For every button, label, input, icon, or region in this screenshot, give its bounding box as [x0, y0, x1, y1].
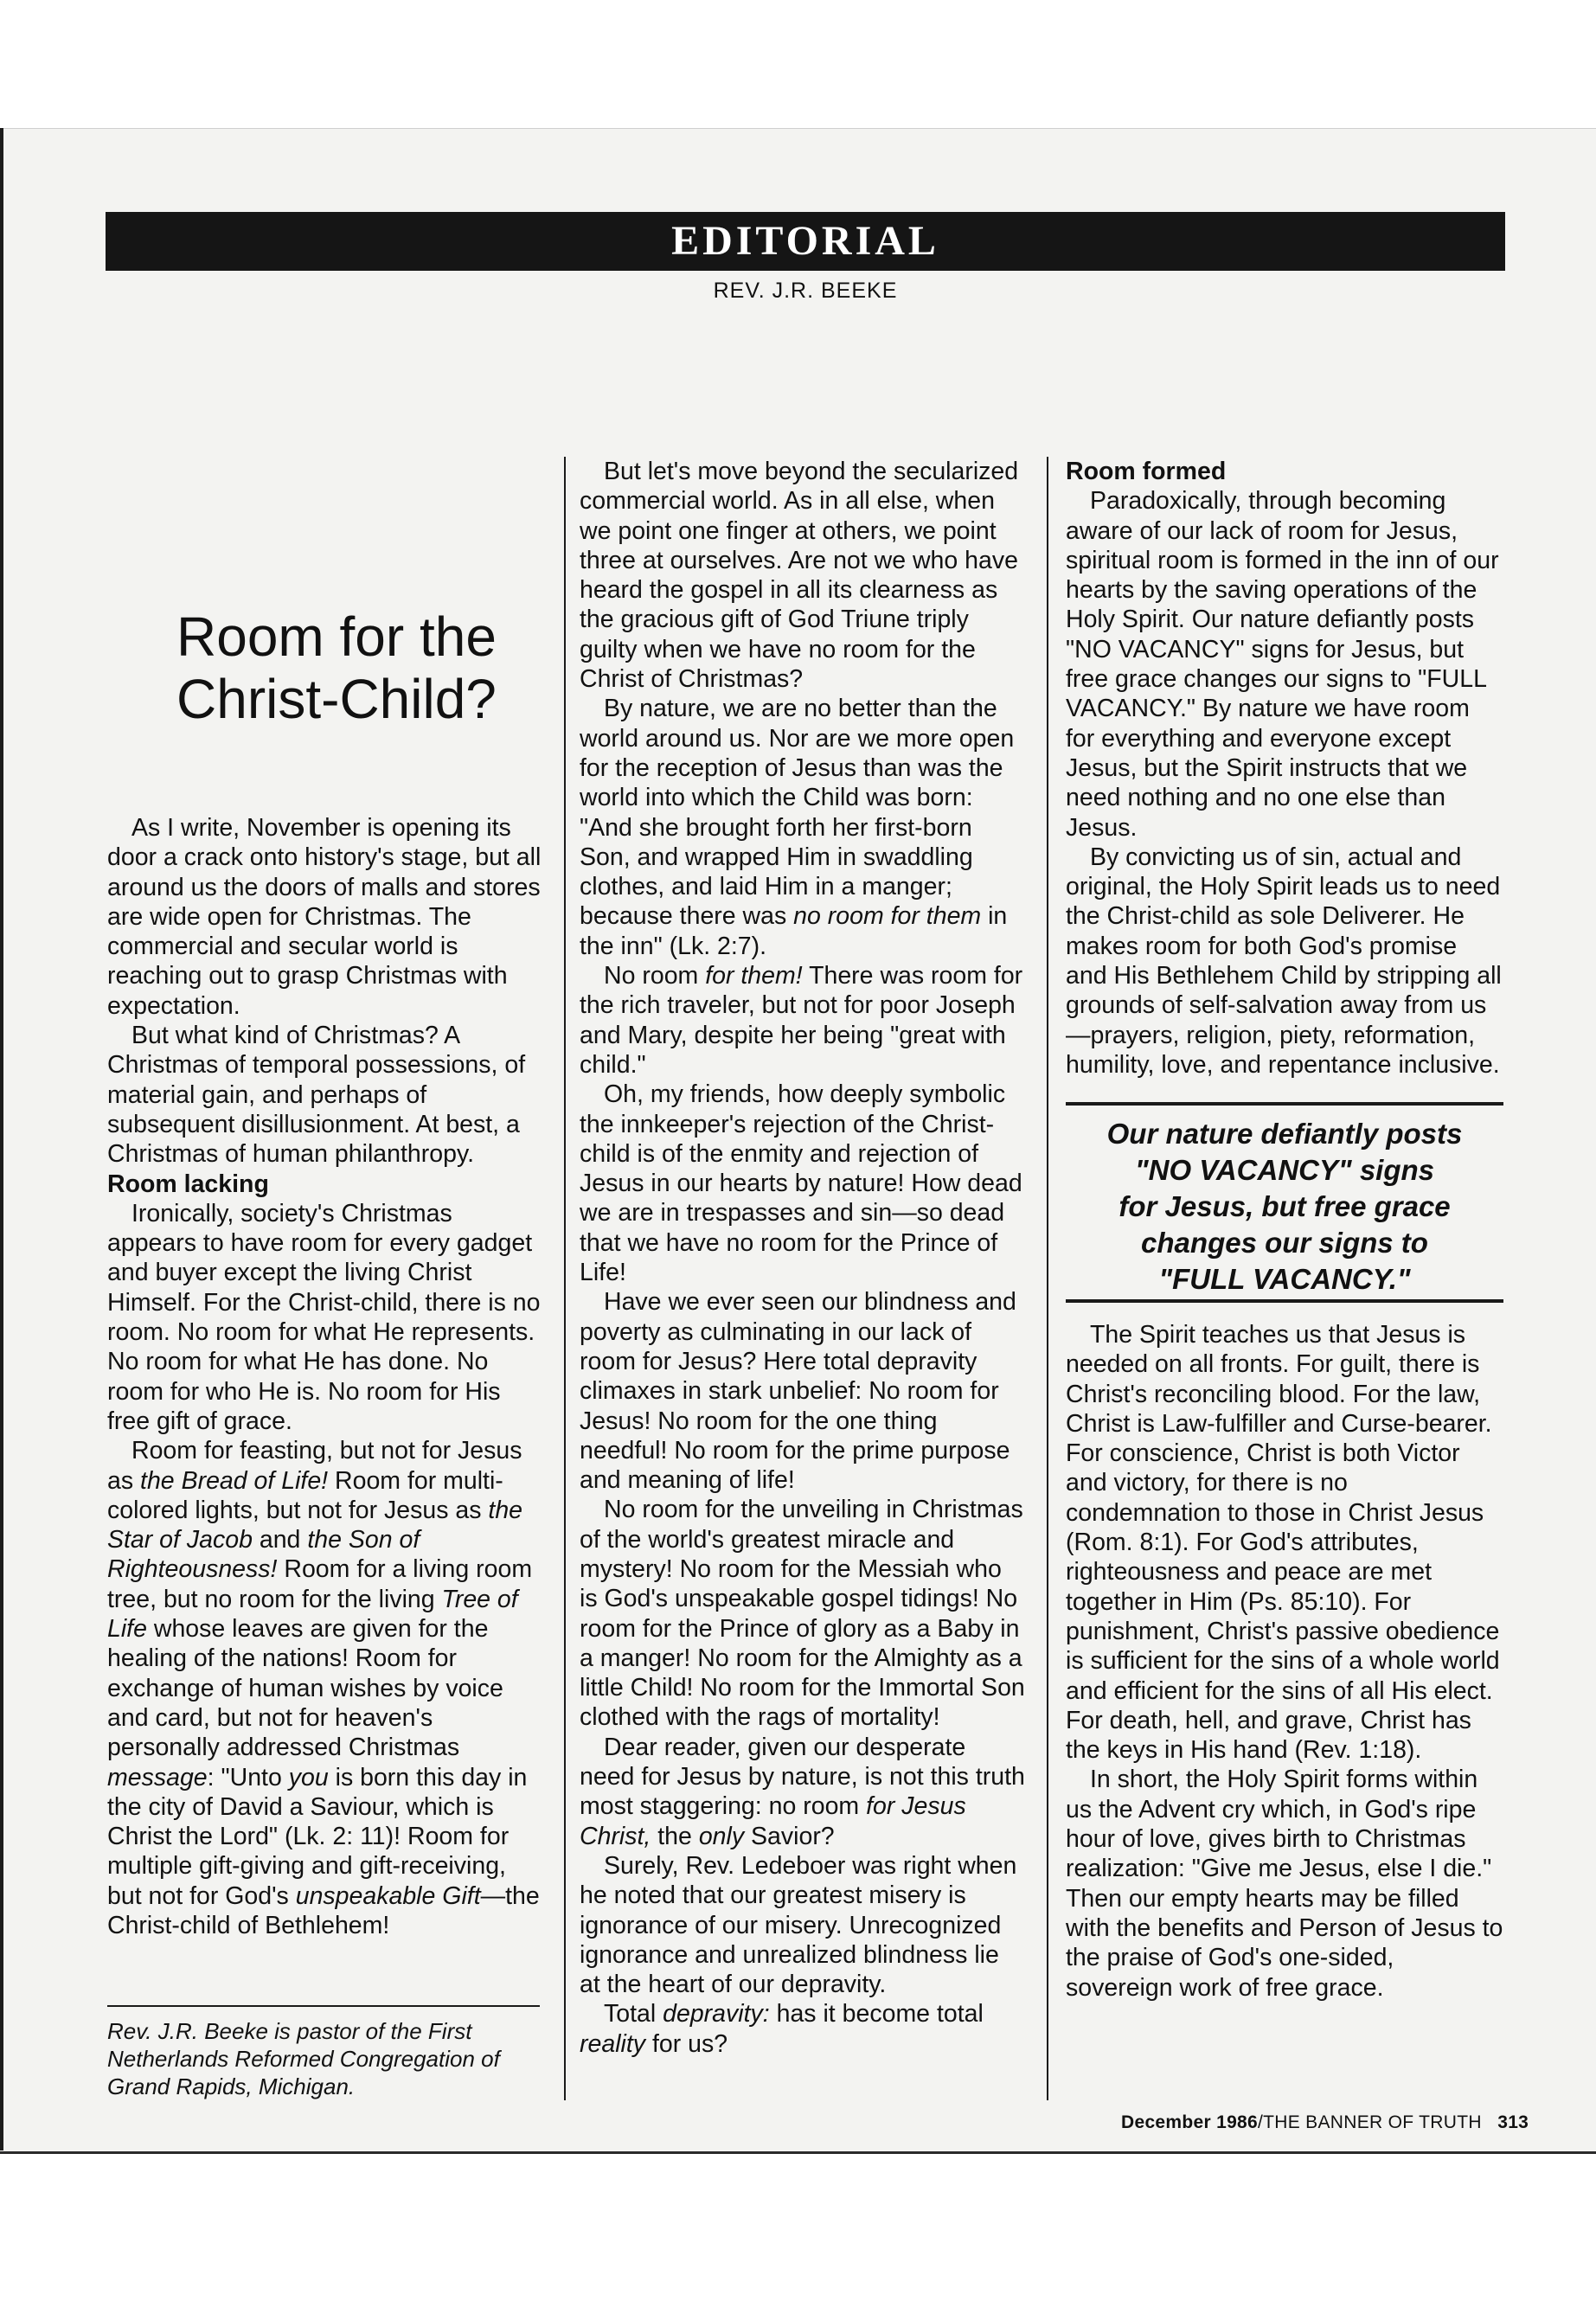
- paragraph: By nature, we are no better than the world around us. Nor are we more open for the reception of Jesus than was the world into which the Child was born: "And she brought forth her first-born Son, and wrapped Him in swaddling clothes, and laid Him in a manger; because there was no room for them in the inn" (Lk. 2:7).: [580, 695, 1015, 960]
- paragraph: Dear reader, given our desperate need for Jesus by nature, is not this truth most staggering: no room for Jesus Christ, the only Savior?: [580, 1733, 1025, 1850]
- paragraph: Oh, my friends, how deeply symbolic the innkeeper's rejection of the Christ-child is of the enmity and rejection of Jesus in our hearts by nature! How dead we are in trespasses and sin—so dead that we have no room for the Prince of Life!: [580, 1080, 1022, 1287]
- paragraph: But let's move beyond the secularized commercial world. As in all else, when we point one finger at others, we point three at ourselves. Are not we who have heard the gospel in all its clearness as the gracious gift of God Triune triply guilty when we have no room for the Christ of Christmas?: [580, 458, 1019, 694]
- page-number: 313: [1497, 2112, 1529, 2132]
- note-divider: [107, 2005, 540, 2007]
- paragraph: Total depravity: has it become total reality for us?: [580, 2000, 984, 2058]
- author-note: Rev. J.R. Beeke is pastor of the First Netherlands Reformed Congregation of Grand Rapids, Michigan.: [107, 2018, 500, 2099]
- footer-magazine: /THE BANNER OF TRUTH: [1258, 2112, 1482, 2132]
- paragraph: The Spirit teaches us that Jesus is needed on all fronts. For guilt, there is Christ's reconciling blood. For the law, Christ is Law-fulfiller and Curse-bearer. For conscience, Christ is both Victor and victory, for there is no condemnation to those in Christ Jesus (Rom. 8:1). For God's attributes, righteousness and peace are met together in Him (Ps. 85:10). For punishment, Christ's passive obedience is sufficient for the sins of a whole world and efficient for the sins of all His elect. For death, hell, and grave, Christ has the keys in His hand (Rev. 1:18).: [1066, 1321, 1500, 1765]
- pullquote-rule-bottom: [1066, 1299, 1503, 1303]
- paragraph: No room for them! There was room for the rich traveler, but not for poor Joseph and Mary, despite her being "great with child.": [580, 962, 1023, 1079]
- byline: REV. J.R. BEEKE: [713, 279, 898, 303]
- paragraph: Room for feasting, but not for Jesus as the Bread of Life! Room for multi-colored lights, but not for Jesus as the Star of Jacob and the Son of Righteousness! Room for a living room tree, but no room for the living Tree of Life whose leaves are given for the healing of the nations! Room for exchange of human wishes by voice and card, but not for heaven's personally addressed Christmas message: "Unto you is born this day in the city of David a Saviour, which is Christ the Lord" (Lk. 2: 11)! Room for multiple gift-giving and gift-receiving, but not for God's unspeakable Gift—the Christ-child of Bethlehem!: [107, 1437, 540, 1939]
- column-divider: [564, 457, 566, 2100]
- paragraph: By convicting us of sin, actual and original, the Holy Spirit leads us to need the Christ-child as sole Deliverer. He makes room for both God's promise and His Bethlehem Child by stripping all grounds of self-salvation away from us—prayers, religion, piety, reformation, humility, love, and repentance inclusive.: [1066, 843, 1502, 1079]
- section-title: EDITORIAL: [671, 218, 939, 264]
- paragraph: No room for the unveiling in Christmas of the world's greatest miracle and mystery! No room for the Messiah who is God's unspeakable gospel tidings! No room for the Prince of glory as a Baby in a manger! No room for the Almighty as a little Child! No room for the Immortal Son clothed with the rags of mortality!: [580, 1496, 1025, 1732]
- column-divider: [1047, 457, 1048, 2100]
- column-right: [1066, 457, 1503, 1080]
- title-line-2: Christ-Child?: [176, 668, 497, 730]
- page-footer: [1121, 2112, 1529, 2133]
- subheading-room-lacking: Room lacking: [107, 1170, 269, 1198]
- page-edge: [0, 128, 3, 2150]
- column-right-lower: [1066, 1320, 1503, 2003]
- paragraph: But what kind of Christmas? A Christmas of temporal possessions, of material gain, and perhaps of subsequent disillusionment. At best, a Christmas of human philanthropy.: [107, 1022, 526, 1169]
- pullquote-rule-top: [1066, 1102, 1503, 1106]
- paragraph: In short, the Holy Spirit forms within us the Advent cry which, in God's ripe hour of love, gives birth to Christmas realization: "Give me Jesus, else I die." Then our empty hearts may be filled with the benefits and Person of Jesus to the praise of God's one-sided, sovereign work of free grace.: [1066, 1766, 1503, 2002]
- subheading-room-formed: Room formed: [1066, 458, 1227, 485]
- title-line-1: Room for the: [176, 606, 497, 668]
- paragraph: As I write, November is opening its door a crack onto history's stage, but all around us the doors of malls and stores are wide open for Christmas. The commercial and secular world is reaching out to grasp Christmas with expectation.: [107, 814, 542, 1020]
- paragraph: Surely, Rev. Ledeboer was right when he noted that our greatest misery is ignorance of our misery. Unrecognized ignorance and unrealized blindness lie at the heart of our depravity.: [580, 1851, 1017, 1999]
- column-middle: [580, 457, 1026, 2059]
- column-left: [107, 813, 545, 1940]
- paragraph: Have we ever seen our blindness and poverty as culminating in our lack of room for Jesus? Here total depravity climaxes in stark unbelief: No room for Jesus! No room for the one thing needful! No room for the prime purpose and meaning of life!: [580, 1288, 1016, 1495]
- pull-quote: Our nature defiantly posts "NO VACANCY" signs for Jesus, but free grace changes our signs to "FULL VACANCY.": [1106, 1118, 1463, 1295]
- paragraph: Paradoxically, through becoming aware of our lack of room for Jesus, spiritual room is formed in the inn of our hearts by the saving operations of the Holy Spirit. Our nature defiantly posts "NO VACANCY" signs for Jesus, but free grace changes our signs to "FULL VACANCY." By nature we have room for everything and everyone except Jesus, but the Spirit instructs that we need nothing and no one else than Jesus.: [1066, 487, 1499, 842]
- article-title: [176, 606, 557, 730]
- footer-date: December 1986: [1121, 2112, 1259, 2132]
- section-header-bar: [106, 212, 1505, 271]
- paragraph: Ironically, society's Christmas appears to have room for every gadget and buyer except the living Christ Himself. For the Christ-child, there is no room. No room for what He represents. No room for what He has done. No room for who He is. No room for His free gift of grace.: [107, 1199, 541, 1435]
